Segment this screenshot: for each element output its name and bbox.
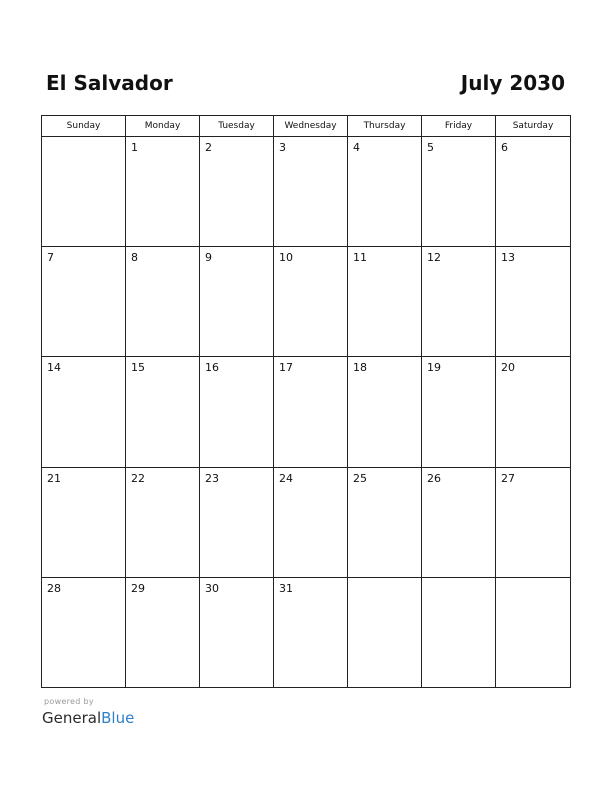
day-cell (126, 467, 200, 577)
country-title: El Salvador (46, 71, 173, 95)
weekday-tuesday: Tuesday (200, 116, 274, 137)
day-cell (126, 137, 200, 247)
weekday-header-row (42, 116, 571, 137)
day-cell (348, 577, 422, 687)
day-number: 27 (501, 471, 515, 485)
day-cell (126, 577, 200, 687)
day-number: 7 (47, 251, 54, 265)
day-number: 2 (205, 141, 212, 154)
day-number: 9 (205, 251, 212, 265)
day-number: 8 (131, 251, 138, 265)
week-row-4 (42, 467, 571, 577)
day-number: 3 (279, 141, 286, 154)
day-cell (348, 247, 422, 357)
day-number: 29 (131, 581, 145, 595)
day-cell (200, 577, 274, 687)
day-cell (496, 467, 571, 577)
day-cell (274, 247, 348, 357)
day-cell (496, 247, 571, 357)
day-number (496, 578, 570, 582)
calendar-grid (41, 115, 571, 688)
day-number: 22 (131, 471, 145, 485)
day-cell (200, 467, 274, 577)
week-row-5 (42, 577, 571, 687)
brand-blue-text: Blue (101, 709, 135, 727)
day-number: 15 (131, 361, 145, 375)
day-number: 19 (427, 361, 441, 375)
brand-general-text: General (42, 709, 102, 727)
day-cell (126, 357, 200, 467)
day-number: 24 (279, 471, 293, 485)
day-number: 26 (427, 471, 441, 485)
weekday-wednesday: Wednesday (274, 116, 348, 137)
day-cell (126, 247, 200, 357)
day-number (348, 578, 421, 582)
week-row-2 (42, 247, 571, 357)
week-row-3 (42, 357, 571, 467)
day-cell (42, 137, 126, 247)
day-cell (496, 357, 571, 467)
day-cell (422, 357, 496, 467)
weekday-thursday: Thursday (348, 116, 422, 137)
day-cell (422, 137, 496, 247)
powered-by-text: powered by (44, 697, 94, 706)
day-cell (348, 467, 422, 577)
week-row-1 (42, 137, 571, 247)
day-cell (274, 357, 348, 467)
day-cell (422, 247, 496, 357)
generalblue-logo[interactable] (42, 708, 134, 728)
day-cell (496, 137, 571, 247)
day-cell (42, 467, 126, 577)
day-number: 6 (501, 141, 508, 154)
day-number: 31 (279, 581, 293, 595)
weekday-saturday: Saturday (496, 116, 571, 137)
day-number: 12 (427, 251, 441, 265)
day-cell (274, 577, 348, 687)
day-cell (274, 137, 348, 247)
day-number: 13 (501, 251, 515, 265)
weekday-monday: Monday (126, 116, 200, 137)
day-cell (496, 577, 571, 687)
day-cell (42, 357, 126, 467)
day-number: 11 (353, 251, 367, 265)
day-cell (422, 577, 496, 687)
day-cell (42, 577, 126, 687)
day-number: 16 (205, 361, 219, 375)
day-number: 18 (353, 361, 367, 375)
day-number: 28 (47, 581, 61, 595)
day-number (42, 137, 125, 141)
day-cell (422, 467, 496, 577)
day-number (422, 578, 495, 582)
day-number: 5 (427, 141, 434, 154)
day-number: 4 (353, 141, 360, 154)
footer-branding (42, 697, 134, 728)
day-number: 25 (353, 471, 367, 485)
day-cell (348, 357, 422, 467)
weekday-sunday: Sunday (42, 116, 126, 137)
day-cell (42, 247, 126, 357)
day-number: 17 (279, 361, 293, 375)
day-number: 30 (205, 581, 219, 595)
day-number: 21 (47, 471, 61, 485)
day-number: 14 (47, 361, 61, 375)
day-number: 1 (131, 141, 138, 154)
day-cell (200, 137, 274, 247)
day-number: 20 (501, 361, 515, 375)
day-cell (200, 247, 274, 357)
day-number: 23 (205, 471, 219, 485)
weekday-friday: Friday (422, 116, 496, 137)
day-cell (274, 467, 348, 577)
day-number: 10 (279, 251, 293, 265)
day-cell (200, 357, 274, 467)
day-cell (348, 137, 422, 247)
month-year-title: July 2030 (460, 71, 565, 95)
